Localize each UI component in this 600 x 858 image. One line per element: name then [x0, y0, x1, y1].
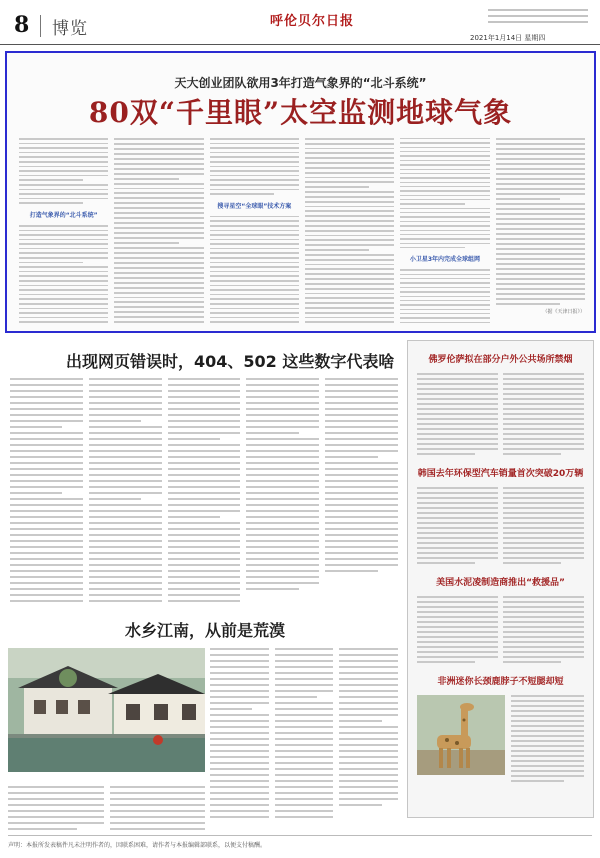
sidebar-body-text: [417, 596, 584, 663]
page-footer: [8, 835, 592, 849]
feature-article[interactable]: [5, 51, 596, 333]
article-column: [10, 378, 83, 614]
masthead: [0, 0, 600, 46]
section-name: 博览: [52, 19, 88, 39]
article-headline[interactable]: 水乡江南，从前是荒漠: [125, 621, 286, 640]
news-brief-sidebar: [407, 340, 594, 818]
feature-credit: （据《天津日报》）: [542, 309, 585, 315]
feature-column: [19, 138, 108, 323]
issue-date: 2021年1月14日 星期四: [470, 34, 546, 42]
giraffe-illustration: [417, 695, 505, 775]
sidebar-body-text: [417, 487, 584, 564]
newspaper-logo: 呼伦贝尔日报: [270, 14, 355, 29]
giraffe-photo: [417, 695, 505, 783]
sidebar-headline[interactable]: 非洲迷你长颈鹿脖子不短腿却短: [437, 677, 564, 687]
sidebar-body-text: [511, 695, 584, 783]
article-column: [8, 786, 104, 830]
article-column: [325, 378, 398, 614]
feature-column: [496, 138, 585, 323]
article-column: [246, 378, 319, 614]
photo-caption: [8, 776, 205, 780]
feature-column: [114, 138, 203, 323]
article-column: [89, 378, 162, 614]
feature-subhead: 搜寻星空“全球眼”技术方案: [217, 202, 292, 210]
masthead-rule: [0, 44, 600, 45]
article-body-text: [8, 786, 205, 830]
feature-column: [400, 138, 489, 323]
feature-subhead: 打造气象界的“北斗系统”: [29, 211, 98, 219]
footer-notice: 声明：本报所发表稿件凡未注明作者的，因联系困难，请作者与本报编辑部联系，以便支付稿酬。: [8, 842, 267, 849]
page-number: 8: [14, 12, 30, 38]
feature-headline: 80双“千里眼”太空监测地球气象: [88, 96, 513, 129]
sidebar-body-text: [417, 373, 584, 455]
masthead-divider: [40, 15, 41, 37]
sidebar-headline[interactable]: 美国水泥凌制造商推出“救援品”: [436, 578, 565, 588]
feature-column: [305, 138, 394, 323]
sidebar-headline[interactable]: 韩国去年环保型汽车销量首次突破20万辆: [417, 469, 584, 479]
jiangnan-photo: [8, 648, 205, 780]
feature-subhead: 小卫星3年内完成全球组网: [409, 256, 481, 264]
masthead-info: [488, 9, 588, 27]
article-column: [210, 648, 269, 830]
article-column: [110, 786, 206, 830]
sidebar-headline[interactable]: 佛罗伦萨拟在部分户外公共场所禁烟: [428, 355, 573, 365]
article-body-text: [210, 648, 398, 830]
article-column: [275, 648, 334, 830]
article-headline[interactable]: 出现网页错误时，404、502 这些数字代表啥: [66, 352, 395, 371]
article-body-text: [10, 378, 398, 614]
article-column: [339, 648, 398, 830]
feature-kicker: 天大创业团队欲用3年打造气象界的“北斗系统”: [174, 76, 427, 90]
feature-body-text: [19, 138, 585, 323]
water-town-illustration: [8, 648, 205, 772]
article-column: [168, 378, 241, 614]
feature-column: [210, 138, 299, 323]
